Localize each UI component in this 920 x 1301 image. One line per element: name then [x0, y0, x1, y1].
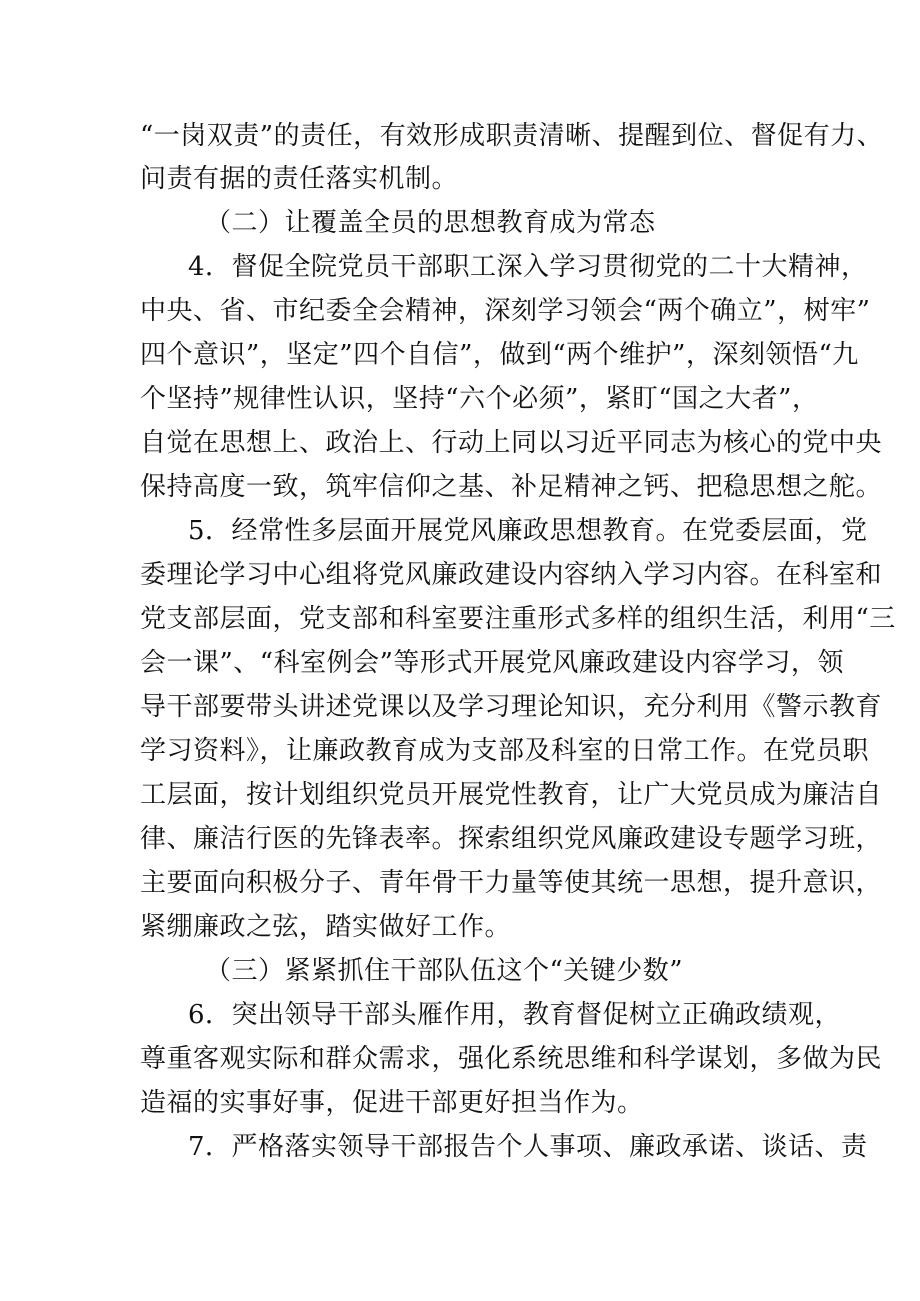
section-heading: （三）紧紧抓住干部队伍这个“关键少数” — [205, 956, 684, 986]
text-line: 个坚持”规律性认识，坚持“六个必须”，紧盯“国之大者”， — [140, 384, 819, 414]
text-line: 保持高度一致，筑牢信仰之基、补足精神之钙、把稳思想之舵。 — [140, 472, 883, 502]
text-line: 尊重客观实际和群众需求，强化系统思维和科学谋划，多做为民 — [140, 1044, 883, 1074]
text-line: 工层面，按计划组织党员开展党性教育，让广大党员成为廉洁自 — [140, 780, 883, 810]
paragraph-first-line: 4．督促全院党员干部职工深入学习贯彻党的二十大精神， — [188, 252, 868, 282]
paragraph-first-line: 7．严格落实领导干部报告个人事项、廉政承诺、谈话、责 — [188, 1132, 868, 1162]
text-line: 紧绷廉政之弦，踏实做好工作。 — [140, 912, 512, 942]
text-line: 委理论学习中心组将党风廉政建设内容纳入学习内容。在科室和 — [140, 560, 883, 590]
text-line: 学习资料》，让廉政教育成为支部及科室的日常工作。在党员职 — [140, 736, 870, 766]
section-heading: （二）让覆盖全员的思想教育成为常态 — [205, 208, 656, 238]
text-line: 党支部层面，党支部和科室要注重形式多样的组织生活，利用“三 — [140, 604, 896, 634]
text-line: 中央、省、市纪委全会精神，深刻学习领会“两个确立”，树牢” — [140, 296, 871, 326]
text-line: 主要面向积极分子、青年骨干力量等使其统一思想，提升意识， — [140, 868, 883, 898]
text-line: 律、廉洁行医的先锋表率。探索组织党风廉政建设专题学习班， — [140, 824, 883, 854]
text-line: “一岗双责”的责任，有效形成职责清晰、提醒到位、督促有力、 — [140, 121, 884, 151]
text-line: 四个意识”，坚定”四个自信”，做到“两个维护”，深刻领悟“九 — [140, 340, 859, 370]
text-line: 自觉在思想上、政治上、行动上同以习近平同志为核心的党中央 — [140, 428, 883, 458]
text-line: 造福的实事好事，促进干部更好担当作为。 — [140, 1088, 644, 1118]
paragraph-first-line: 5．经常性多层面开展党风廉政思想教育。在党委层面，党 — [188, 516, 868, 546]
text-line: 问责有据的责任落实机制。 — [140, 164, 459, 194]
text-line: 会一课”、“科室例会”等形式开展党风廉政建设内容学习，领 — [140, 648, 844, 678]
text-line: 导干部要带头讲述党课以及学习理论知识，充分利用《警示教育 — [140, 692, 883, 722]
paragraph-first-line: 6．突出领导干部头雁作用，教育督促树立正确政绩观， — [188, 1000, 842, 1030]
